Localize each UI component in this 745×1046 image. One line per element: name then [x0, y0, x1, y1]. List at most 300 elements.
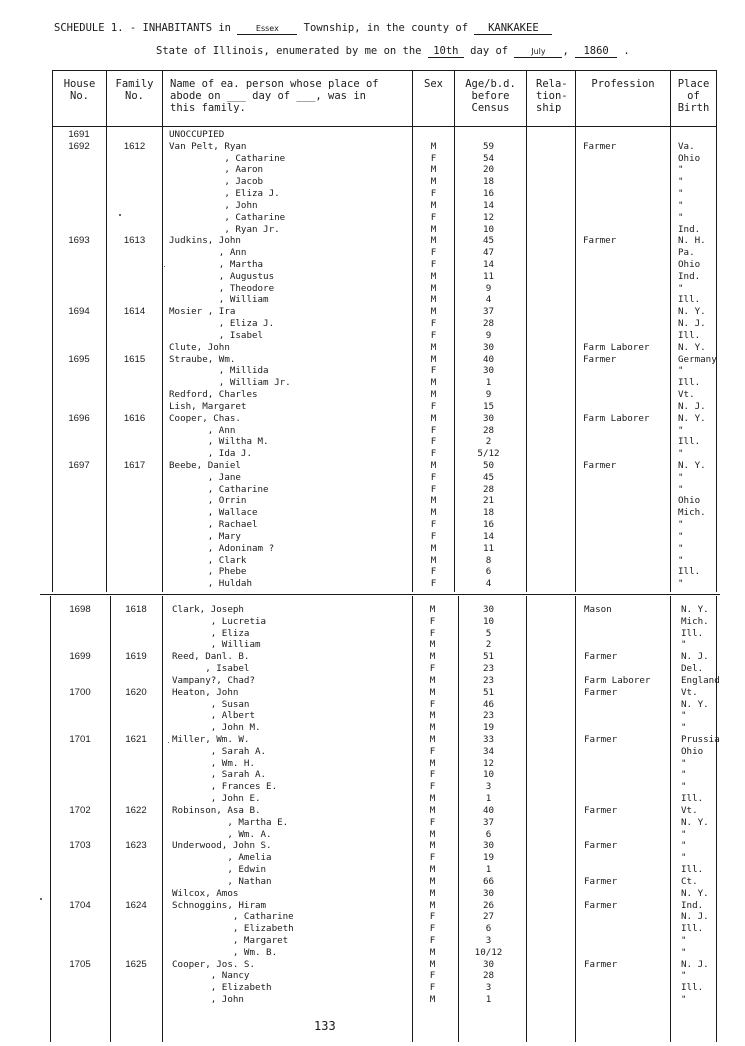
- profession-cell: Farmer: [584, 899, 618, 911]
- family-no-cell: 1613: [123, 235, 146, 247]
- name-cell: Miller, Wm. W.: [172, 734, 250, 746]
- family-no-cell: 1618: [125, 604, 147, 615]
- age-cell: 30: [482, 887, 495, 899]
- family-no-cell: 1612: [123, 140, 146, 152]
- birthplace-cell: ": [678, 483, 684, 495]
- house-no-cell: 1703: [69, 840, 91, 852]
- col2-rule-relationship: [575, 596, 576, 1042]
- birthplace-cell: ": [681, 934, 687, 946]
- birthplace-cell: Germany: [678, 353, 717, 365]
- age-cell: 14: [482, 259, 495, 271]
- age-cell: 28: [482, 970, 495, 982]
- age-cell: 2: [485, 436, 492, 448]
- name-cell: , Susan: [172, 698, 250, 710]
- house-no-cell: 1694: [68, 306, 90, 318]
- sex-cell: M: [429, 828, 436, 840]
- birthplace-cell: ": [681, 994, 687, 1006]
- age-cell: 19: [482, 722, 495, 734]
- col2-rule-profession: [670, 596, 671, 1042]
- profession-cell: Farmer: [583, 459, 617, 471]
- enumeration-line: [156, 45, 630, 58]
- name-cell: , Catharine: [169, 483, 269, 495]
- age-cell: 23: [482, 663, 495, 675]
- profession-cell: Farmer: [584, 734, 618, 746]
- birthplace-cell: N. H.: [678, 235, 706, 247]
- house-no-cell: 1701: [69, 734, 91, 746]
- sex-cell: M: [429, 639, 436, 651]
- birthplace-cell: ": [678, 164, 684, 176]
- sex-cell: M: [429, 674, 436, 686]
- col2-rule-age: [526, 596, 527, 1042]
- sex-cell: F: [430, 448, 437, 460]
- name-cell: Clark, Joseph: [172, 604, 244, 615]
- name-cell: Wilcox, Amos: [172, 887, 239, 899]
- birthplace-cell: ": [681, 710, 687, 722]
- sex-cell: F: [430, 318, 437, 330]
- birthplace-cell: ": [678, 365, 684, 377]
- header-place-of-birth: Place of Birth: [677, 78, 710, 114]
- month-field: July: [514, 46, 562, 58]
- age-cell: 4: [485, 294, 492, 306]
- age-cell: 21: [482, 495, 495, 507]
- name-cell: , Nancy: [172, 970, 250, 982]
- birthplace-cell: N. Y.: [678, 306, 706, 318]
- day-field: 10th: [428, 46, 464, 58]
- age-cell: 54: [482, 152, 495, 164]
- profession-cell: Farm Laborer: [583, 341, 650, 353]
- header-age: Age/b.d. before Census: [465, 78, 516, 114]
- family-no-cell: 1617: [123, 459, 146, 471]
- profession-cell: Farmer: [583, 140, 617, 152]
- age-cell: 16: [482, 519, 495, 531]
- house-no-cell: 1700: [69, 686, 91, 698]
- birthplace-cell: ": [678, 530, 684, 542]
- age-cell: 59: [482, 140, 495, 152]
- age-cell: 4: [485, 578, 492, 590]
- birthplace-cell: Ohio: [681, 745, 704, 757]
- ink-speck: [168, 742, 169, 743]
- birthplace-cell: Ill.: [678, 329, 701, 341]
- house-no-cell: 1697: [68, 459, 90, 471]
- name-cell: , Clark: [169, 554, 247, 566]
- name-cell: , William: [172, 639, 261, 651]
- sex-cell: M: [430, 270, 437, 282]
- age-cell: 12: [482, 757, 495, 769]
- name-cell: , William Jr.: [169, 377, 291, 389]
- sex-cell: M: [430, 341, 437, 353]
- sex-cell: F: [430, 436, 437, 448]
- name-cell: Underwood, John S.: [172, 840, 272, 852]
- birthplace-cell: Ill.: [678, 436, 701, 448]
- name-cell: , Eliza J.: [169, 318, 275, 330]
- birthplace-cell: ": [678, 519, 684, 531]
- age-cell: 45: [482, 235, 495, 247]
- sex-cell: M: [429, 875, 436, 887]
- age-cell: 10: [482, 769, 495, 781]
- name-cell: Cooper, Chas.: [169, 412, 241, 424]
- sex-cell: F: [429, 934, 436, 946]
- family-no-cell: 1616: [123, 412, 146, 424]
- sex-cell: F: [429, 781, 436, 793]
- birthplace-cell: ": [678, 176, 684, 188]
- sex-cell: F: [429, 615, 436, 627]
- sex-cell: F: [429, 698, 436, 710]
- header-name: Name of ea. person whose place of abode on ___ day of ___, was in this family.: [170, 78, 379, 114]
- age-cell: 23: [482, 674, 495, 686]
- sex-cell: F: [430, 259, 437, 271]
- house-no-cell: 1698: [69, 604, 91, 615]
- birthplace-cell: ": [678, 211, 684, 223]
- birthplace-cell: N. J.: [678, 400, 706, 412]
- table-top-rule: [52, 70, 717, 71]
- name-cell: , Isabel: [172, 663, 250, 675]
- sex-cell: M: [429, 651, 436, 663]
- section-break-rule: [40, 594, 720, 595]
- header-house-no: House No.: [63, 78, 96, 102]
- name-cell: Robinson, Asa B.: [172, 804, 261, 816]
- age-cell: 30: [482, 958, 495, 970]
- col-rule-age: [526, 70, 527, 592]
- name-cell: , Orrin: [169, 495, 247, 507]
- age-cell: 14: [482, 530, 495, 542]
- profession-cell: Mason: [584, 604, 612, 615]
- sex-cell: M: [430, 306, 437, 318]
- name-cell: , Wm. B.: [172, 946, 278, 958]
- name-cell: Schnoggins, Hiram: [172, 899, 267, 911]
- birthplace-cell: Pa.: [678, 247, 695, 259]
- sex-cell: M: [430, 282, 437, 294]
- age-cell: 6: [485, 566, 492, 578]
- house-no-cell: 1704: [69, 899, 91, 911]
- birthplace-cell: ": [681, 852, 687, 864]
- col2-rule-right: [716, 596, 717, 1042]
- age-cell: 10/12: [474, 946, 503, 958]
- col-rule-left: [52, 70, 53, 592]
- family-no-cell: 1620: [125, 686, 147, 698]
- enumeration-prefix: State of Illinois, enumerated by me on the: [156, 45, 422, 57]
- sex-cell: M: [430, 507, 437, 519]
- name-cell: UNOCCUPIED: [169, 129, 225, 140]
- name-cell: , Wallace: [169, 507, 258, 519]
- profession-cell: Farmer: [583, 353, 617, 365]
- age-cell: 30: [482, 840, 495, 852]
- name-cell: Clute, John: [169, 341, 230, 353]
- age-cell: 2: [485, 639, 492, 651]
- birthplace-cell: Ill.: [681, 923, 704, 935]
- age-cell: 8: [485, 554, 492, 566]
- profession-cell: Farmer: [584, 840, 618, 852]
- family-no-cell: 1623: [125, 840, 147, 852]
- age-cell: 66: [482, 875, 495, 887]
- age-cell: 34: [482, 745, 495, 757]
- sex-cell: M: [430, 495, 437, 507]
- birthplace-cell: ": [678, 199, 684, 211]
- sex-cell: F: [430, 152, 437, 164]
- header-bottom-rule: [52, 126, 717, 127]
- sex-cell: F: [429, 852, 436, 864]
- birthplace-cell: ": [678, 554, 684, 566]
- sex-cell: F: [430, 400, 437, 412]
- birthplace-cell: ": [681, 722, 687, 734]
- birthplace-cell: ": [681, 840, 687, 852]
- birthplace-cell: ": [681, 769, 687, 781]
- ink-speck: [164, 266, 165, 267]
- header-family-no: Family No.: [115, 78, 154, 102]
- age-cell: 46: [482, 698, 495, 710]
- age-cell: 1: [485, 793, 492, 805]
- birthplace-cell: ": [678, 448, 684, 460]
- family-no-cell: 1615: [123, 353, 146, 365]
- comma-text: ,: [562, 45, 569, 57]
- sex-cell: M: [430, 412, 437, 424]
- name-cell: , Augustus: [169, 270, 275, 282]
- name-cell: , Rachael: [169, 519, 258, 531]
- name-cell: Van Pelt, Ryan: [169, 140, 247, 152]
- birthplace-cell: ": [681, 781, 687, 793]
- schedule-title: [54, 22, 552, 35]
- birthplace-cell: ": [678, 188, 684, 200]
- col2-rule-family: [162, 596, 163, 1042]
- name-cell: Cooper, Jos. S.: [172, 958, 255, 970]
- name-cell: , Phebe: [169, 566, 247, 578]
- birthplace-cell: Va.: [678, 140, 695, 152]
- house-no-cell: 1696: [68, 412, 90, 424]
- birthplace-cell: N. Y.: [681, 698, 709, 710]
- sex-cell: F: [430, 247, 437, 259]
- sex-cell: M: [429, 734, 436, 746]
- col-rule-right: [716, 70, 717, 592]
- age-cell: 51: [482, 686, 495, 698]
- birthplace-cell: Vt.: [681, 686, 698, 698]
- family-no-cell: 1614: [123, 306, 146, 318]
- name-cell: Lish, Margaret: [169, 400, 247, 412]
- sex-cell: M: [430, 377, 437, 389]
- col-rule-relationship: [575, 70, 576, 592]
- name-cell: , Martha: [169, 259, 264, 271]
- sex-cell: F: [430, 530, 437, 542]
- name-cell: , Amelia: [172, 852, 272, 864]
- sex-cell: M: [429, 686, 436, 698]
- name-cell: , Elizabeth: [172, 982, 272, 994]
- sex-cell: M: [430, 554, 437, 566]
- age-cell: 9: [485, 389, 492, 401]
- birthplace-cell: N. Y.: [678, 341, 706, 353]
- birthplace-cell: ": [678, 542, 684, 554]
- house-no-cell: 1692: [68, 140, 90, 152]
- age-cell: 11: [482, 270, 495, 282]
- age-cell: 1: [485, 377, 492, 389]
- age-cell: 30: [482, 365, 495, 377]
- profession-cell: Farmer: [584, 958, 618, 970]
- age-cell: 40: [482, 353, 495, 365]
- age-cell: 30: [482, 604, 495, 615]
- sex-cell: M: [429, 757, 436, 769]
- age-cell: 20: [482, 164, 495, 176]
- sex-cell: M: [430, 199, 437, 211]
- name-cell: , Ann: [169, 424, 236, 436]
- birthplace-cell: Ohio: [678, 152, 701, 164]
- name-cell: , Eliza J.: [169, 188, 280, 200]
- birthplace-cell: ": [681, 828, 687, 840]
- age-cell: 28: [482, 483, 495, 495]
- name-cell: , John E.: [172, 793, 261, 805]
- name-cell: , Catharine: [169, 211, 286, 223]
- birthplace-cell: Ill.: [678, 566, 701, 578]
- profession-cell: Farmer: [584, 686, 618, 698]
- age-cell: 3: [485, 781, 492, 793]
- sex-cell: M: [430, 459, 437, 471]
- sex-cell: F: [430, 188, 437, 200]
- birthplace-cell: Ill.: [678, 294, 701, 306]
- birthplace-cell: Ill.: [681, 627, 704, 639]
- sex-cell: M: [429, 804, 436, 816]
- sex-cell: F: [429, 745, 436, 757]
- name-cell: Mosier , Ira: [169, 306, 236, 318]
- col2-rule-house: [110, 596, 111, 1042]
- name-cell: , Wm. H.: [172, 757, 255, 769]
- name-cell: , Eliza: [172, 627, 250, 639]
- period-text: .: [623, 45, 630, 57]
- birthplace-cell: N. Y.: [681, 887, 709, 899]
- sex-cell: M: [429, 994, 436, 1006]
- county-field: KANKAKEE: [474, 23, 552, 35]
- sex-cell: M: [430, 176, 437, 188]
- age-cell: 23: [482, 710, 495, 722]
- sex-cell: F: [430, 211, 437, 223]
- birthplace-cell: Ill.: [681, 982, 704, 994]
- birthplace-cell: Ct.: [681, 875, 698, 887]
- birthplace-cell: Vt.: [678, 389, 695, 401]
- name-cell: , Catharine: [172, 911, 294, 923]
- sex-cell: F: [429, 769, 436, 781]
- birthplace-cell: ": [681, 639, 687, 651]
- birthplace-cell: Ohio: [678, 259, 701, 271]
- name-cell: , Jacob: [169, 176, 264, 188]
- name-cell: , Martha E.: [172, 816, 289, 828]
- col-rule-profession: [670, 70, 671, 592]
- age-cell: 15: [482, 400, 495, 412]
- age-cell: 18: [482, 507, 495, 519]
- birthplace-cell: ": [678, 424, 684, 436]
- name-cell: , Edwin: [172, 864, 267, 876]
- ink-speck: [119, 214, 121, 216]
- age-cell: 9: [485, 329, 492, 341]
- name-cell: , Ryan Jr.: [169, 223, 280, 235]
- name-cell: Heaton, John: [172, 686, 239, 698]
- year-field: 1860: [575, 46, 617, 58]
- name-cell: , Huldah: [169, 578, 252, 590]
- birthplace-cell: Ill.: [678, 377, 701, 389]
- name-cell: , Sarah A.: [172, 745, 267, 757]
- birthplace-cell: N. Y.: [681, 604, 709, 615]
- name-cell: , Ann: [169, 247, 247, 259]
- col2-rule-left: [50, 596, 51, 1042]
- sex-cell: F: [430, 519, 437, 531]
- age-cell: 6: [485, 828, 492, 840]
- name-cell: , John: [172, 994, 244, 1006]
- sex-cell: F: [430, 578, 437, 590]
- name-cell: , Sarah A.: [172, 769, 267, 781]
- ink-speck: [40, 898, 42, 900]
- age-cell: 40: [482, 804, 495, 816]
- sex-cell: M: [430, 542, 437, 554]
- sex-cell: M: [430, 164, 437, 176]
- age-cell: 11: [482, 542, 495, 554]
- birthplace-cell: ": [678, 578, 684, 590]
- sex-cell: F: [429, 970, 436, 982]
- birthplace-cell: N. J.: [681, 651, 709, 663]
- col-rule-family: [162, 70, 163, 592]
- name-cell: , William: [169, 294, 269, 306]
- sex-cell: M: [429, 946, 436, 958]
- sex-cell: M: [430, 353, 437, 365]
- family-no-cell: 1619: [125, 651, 147, 663]
- birthplace-cell: ": [678, 471, 684, 483]
- age-cell: 47: [482, 247, 495, 259]
- house-no-cell: 1693: [68, 235, 90, 247]
- name-cell: Judkins, John: [169, 235, 241, 247]
- name-cell: , Millida: [169, 365, 269, 377]
- sex-cell: M: [430, 223, 437, 235]
- age-cell: 1: [485, 994, 492, 1006]
- age-cell: 1: [485, 864, 492, 876]
- age-cell: 10: [482, 223, 495, 235]
- sex-cell: M: [429, 899, 436, 911]
- profession-cell: Farm Laborer: [584, 674, 651, 686]
- house-no-cell: 1691: [68, 129, 90, 140]
- age-cell: 16: [482, 188, 495, 200]
- age-cell: 28: [482, 318, 495, 330]
- birthplace-cell: Ind.: [678, 270, 701, 282]
- age-cell: 30: [482, 412, 495, 424]
- age-cell: 10: [482, 615, 495, 627]
- age-cell: 18: [482, 176, 495, 188]
- birthplace-cell: ": [681, 757, 687, 769]
- birthplace-cell: England: [681, 674, 720, 686]
- name-cell: Reed, Danl. B.: [172, 651, 250, 663]
- title-mid: Township, in the county of: [303, 22, 469, 34]
- birthplace-cell: Prussia: [681, 734, 720, 746]
- age-cell: 12: [482, 211, 495, 223]
- age-cell: 37: [482, 816, 495, 828]
- sex-cell: M: [429, 958, 436, 970]
- sex-cell: F: [430, 471, 437, 483]
- sex-cell: M: [429, 793, 436, 805]
- birthplace-cell: Ill.: [681, 864, 704, 876]
- age-cell: 3: [485, 982, 492, 994]
- birthplace-cell: Ohio: [678, 495, 701, 507]
- name-cell: , Catharine: [169, 152, 286, 164]
- birthplace-cell: Ind.: [678, 223, 701, 235]
- sex-cell: F: [429, 923, 436, 935]
- name-cell: , Jane: [169, 471, 241, 483]
- age-cell: 5/12: [477, 448, 500, 460]
- sex-cell: M: [429, 604, 436, 615]
- house-no-cell: 1705: [69, 958, 91, 970]
- sex-cell: F: [430, 424, 437, 436]
- age-cell: 37: [482, 306, 495, 318]
- sex-cell: M: [430, 389, 437, 401]
- name-cell: , Isabel: [169, 329, 264, 341]
- sex-cell: F: [429, 911, 436, 923]
- profession-cell: Farmer: [584, 875, 618, 887]
- sex-cell: F: [429, 627, 436, 639]
- sex-cell: F: [429, 663, 436, 675]
- title-prefix: SCHEDULE 1. - INHABITANTS in: [54, 22, 232, 34]
- birthplace-cell: Ill.: [681, 793, 704, 805]
- age-cell: 27: [482, 911, 495, 923]
- name-cell: , John: [169, 199, 258, 211]
